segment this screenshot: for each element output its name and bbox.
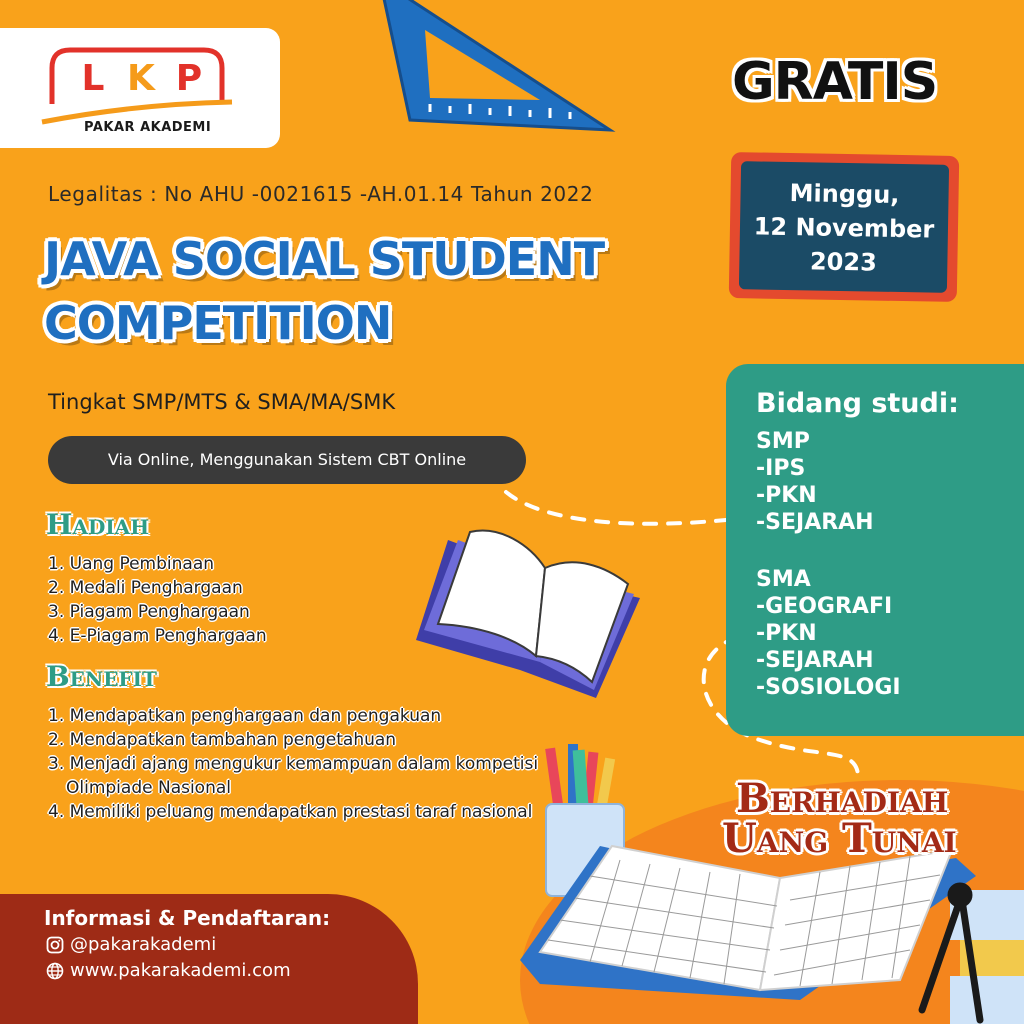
set-square-icon [380, 0, 610, 130]
list-item: -GEOGRAFI [756, 594, 893, 619]
logo-letters: L K P [81, 58, 205, 99]
study-sma [756, 566, 901, 701]
list-item: -SOSIOLOGI [756, 675, 901, 700]
list-item: 4. E-Piagam Penghargaan [48, 626, 267, 646]
date-date: 12 November [753, 212, 935, 244]
prize-banner-line1: Berhadiah [736, 775, 949, 822]
list-item: 3. Piagam Penghargaan [48, 602, 250, 622]
list-item: -SEJARAH [756, 510, 874, 535]
date-year: 2023 [809, 247, 878, 277]
level-text: Tingkat SMP/MTS & SMA/MA/SMK [48, 390, 396, 414]
study-heading: Bidang studi: [756, 388, 959, 419]
logo-subtitle: PAKAR AKADEMI [84, 120, 212, 135]
legal-text: Legalitas : No AHU -0021615 -AH.01.14 Tahun 2022 [48, 182, 594, 206]
list-item: -IPS [756, 456, 806, 481]
event-title-line1: JAVA SOCIAL STUDENT [44, 232, 605, 286]
list-item: -PKN [756, 621, 817, 646]
list-item: 1. Uang Pembinaan [48, 554, 215, 574]
globe-icon [46, 962, 64, 980]
instagram-handle: @pakarakademi [70, 934, 217, 955]
list-item: 1. Mendapatkan penghargaan dan pengakuan [48, 706, 442, 726]
study-level-label: SMP [756, 429, 810, 454]
free-label: GRATIS [732, 52, 938, 112]
website-link[interactable] [46, 960, 291, 981]
list-item: -PKN [756, 483, 817, 508]
prize-banner-line2: Uang Tunai [722, 815, 957, 862]
instagram-icon [46, 936, 64, 954]
hadiah-heading: Hadiah [46, 508, 150, 541]
mode-pill: Via Online, Menggunakan Sistem CBT Online [48, 436, 526, 484]
date-board [739, 161, 949, 293]
website-url: www.pakarakademi.com [70, 960, 291, 981]
study-smp [756, 428, 874, 536]
instagram-link[interactable] [46, 934, 216, 955]
open-book-icon [416, 531, 640, 698]
benefit-list [48, 704, 568, 824]
info-heading: Informasi & Pendaftaran: [44, 906, 331, 930]
hadiah-list [48, 552, 267, 648]
list-item: -SEJARAH [756, 648, 874, 673]
benefit-heading: Benefit [46, 660, 157, 693]
list-item: 2. Mendapatkan tambahan pengetahuan [48, 730, 397, 750]
list-item: 3. Menjadi ajang mengukur kemampuan dalam kompetisi Olimpiade Nasional [48, 754, 539, 798]
study-level-label: SMA [756, 567, 811, 592]
list-item: 2. Medali Penghargaan [48, 578, 243, 598]
event-title-line2: COMPETITION [44, 296, 392, 350]
date-day: Minggu, [789, 179, 900, 209]
list-item: 4. Memiliki peluang mendapatkan prestasi taraf nasional [48, 802, 533, 822]
